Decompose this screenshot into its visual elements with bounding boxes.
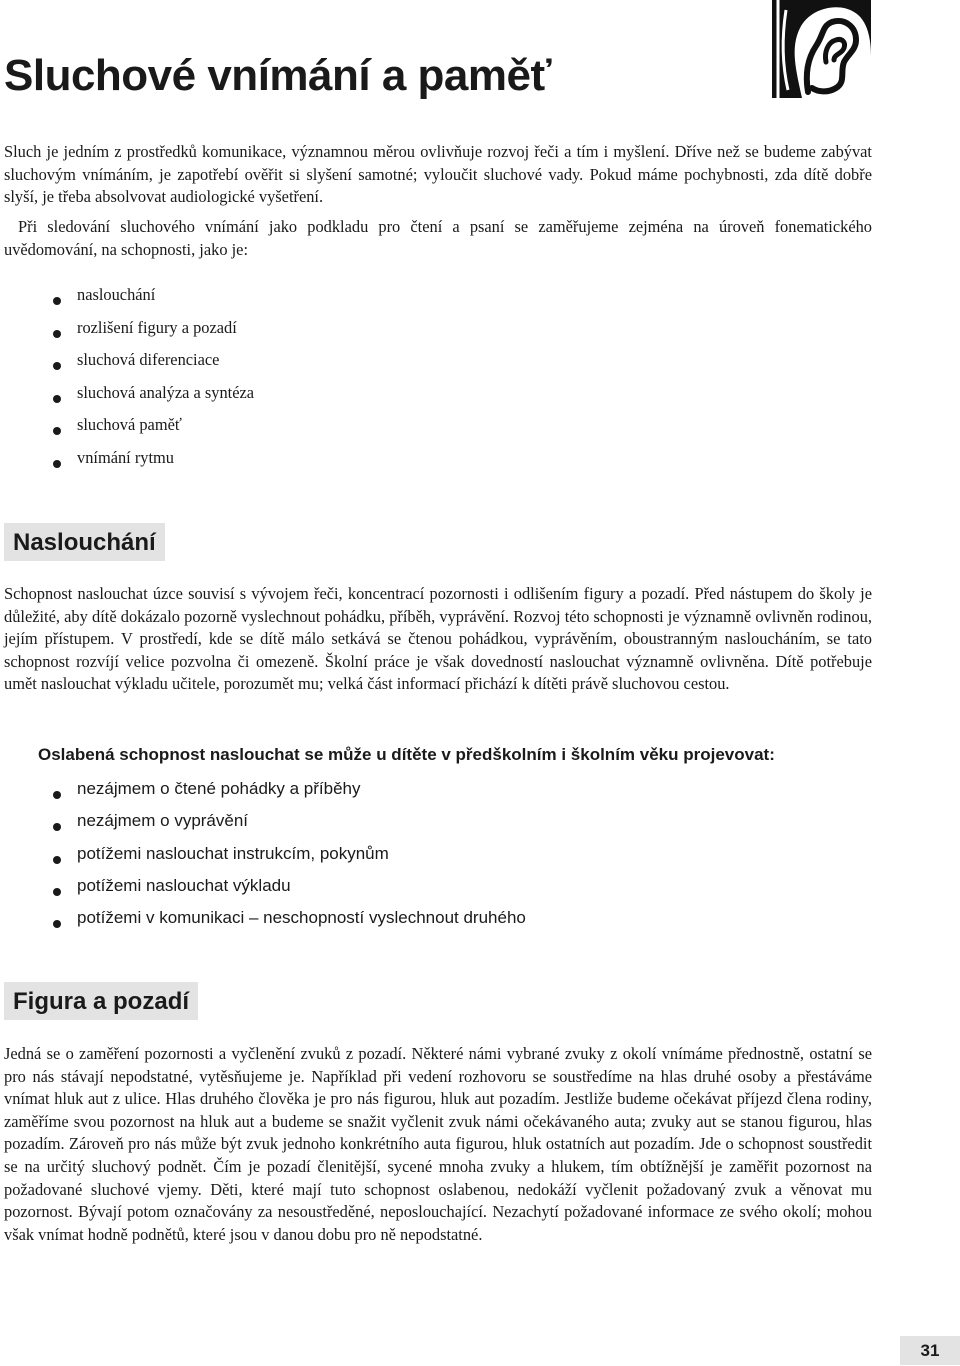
figure-ground-paragraph: Jedná se o zaměření pozornosti a vyčlenění zvuků z pozadí. Některé námi vybrané zvuky z okolí vnímáme přednostně, ostatní se pro nás stávají nepodstatné, vytěsňujeme je. Například při vedení rozhovoru se soustředíme na hlas druhé osoby a přestáváme vnímat hluk aut z ulice. Hlas druhého člověka je pro nás figurou, hluk aut pozadím. Jestliže budeme očekávat příjezd člena rodiny, zaměříme svou pozornost na hluk aut a budeme se snažit vyčlenit zvuk námi očekávaného auta; zvuky aut se stanou figurou, hlas pozadím. Zároveň pro nás může být zvuk jednoho konkrétního auta figurou, hluk ostatních aut pozadím. Jde o schopnost soustředit se na určitý sluchový podnět. Čím je pozadí členitější, sycené mnoha zvuky a hlukem, tím obtížnější je zaměřit pozornost na požadované sluchové vjemy. Děti, které mají tuto schopnost oslabenou, nedokáží vyčlenit požadovaný zvuk a věnovat mu pozornost. Bývají potom označovány za nesoustředěné, neposlouchající. Nezachytí požadované informace ze svého okolí; mohou však vnímat hodně podnětů, které jsou v danou dobu pro ně nepodstatné. — [4, 1044, 872, 1244]
ear-icon — [772, 0, 871, 98]
bullet-icon — [53, 888, 61, 896]
list-item: sluchová analýza a syntéza — [53, 382, 254, 415]
list-item: potížemi naslouchat výkladu — [53, 875, 526, 907]
list-item: nezájmem o čtené pohádky a příběhy — [53, 778, 526, 810]
list-item: rozlišení figury a pozadí — [53, 317, 254, 350]
bullet-icon — [53, 427, 61, 435]
bullet-icon — [53, 460, 61, 468]
section-heading-figure-ground: Figura a pozadí — [4, 982, 198, 1020]
bullet-icon — [53, 823, 61, 831]
bullet-icon — [53, 330, 61, 338]
page-number: 31 — [900, 1336, 960, 1365]
intro-paragraph-2: Při sledování sluchového vnímání jako podkladu pro čtení a psaní se zaměřujeme zejména na úroveň fonematického uvědomování, na schopnosti, jako je: — [4, 217, 872, 259]
list-item: sluchová paměť — [53, 414, 254, 447]
bullet-icon — [53, 920, 61, 928]
bullet-icon — [53, 856, 61, 864]
list-item: potížemi v komunikaci – neschopností vyslechnout druhého — [53, 907, 526, 939]
page-title: Sluchové vnímání a paměť — [4, 51, 552, 100]
listening-subheading: Oslabená schopnost naslouchat se může u dítěte v předškolním i školním věku projevovat: — [38, 745, 775, 764]
bullet-icon — [53, 297, 61, 305]
skills-list — [53, 284, 254, 479]
bullet-icon — [53, 395, 61, 403]
list-item: vnímání rytmu — [53, 447, 254, 480]
symptoms-list — [53, 778, 526, 939]
listening-paragraph: Schopnost naslouchat úzce souvisí s vývojem řeči, koncentrací pozornosti i odlišením figury a pozadí. Před nástupem do školy je důležité, aby dítě dokázalo pozorně vyslechnout pohádku, příběh, vyprávění. Rozvoj této schopnosti je významně ovlivněn rodinou, jejím přístupem. V prostředí, kde se dítě málo setkává se čtenou pohádkou, vyprávěním, oboustranným nasloucháním, se tato schopnost rozvíjí velice pozvolna či omezeně. Školní práce je však dovedností naslouchat významně ovlivněna. Dítě potřebuje umět naslouchat výkladu učitele, porozumět mu; velká část informací přichází k dítěti právě sluchovou cestou. — [4, 584, 872, 694]
bullet-icon — [53, 791, 61, 799]
section-heading-listening: Naslouchání — [4, 523, 165, 561]
intro-paragraph-1: Sluch je jedním z prostředků komunikace, významnou měrou ovlivňuje rozvoj řeči a tím i myšlení. Dříve než se budeme zabývat sluchovým vnímáním, je zapotřebí ověřit si slyšení samotné; vyloučit sluchové vady. Pokud máme pochybnosti, zda dítě dobře slyší, je třeba absolvovat audiologické vyšetření. — [4, 142, 872, 207]
list-item: sluchová diferenciace — [53, 349, 254, 382]
list-item: potížemi naslouchat instrukcím, pokynům — [53, 843, 526, 875]
bullet-icon — [53, 362, 61, 370]
list-item: naslouchání — [53, 284, 254, 317]
list-item: nezájmem o vyprávění — [53, 810, 526, 842]
